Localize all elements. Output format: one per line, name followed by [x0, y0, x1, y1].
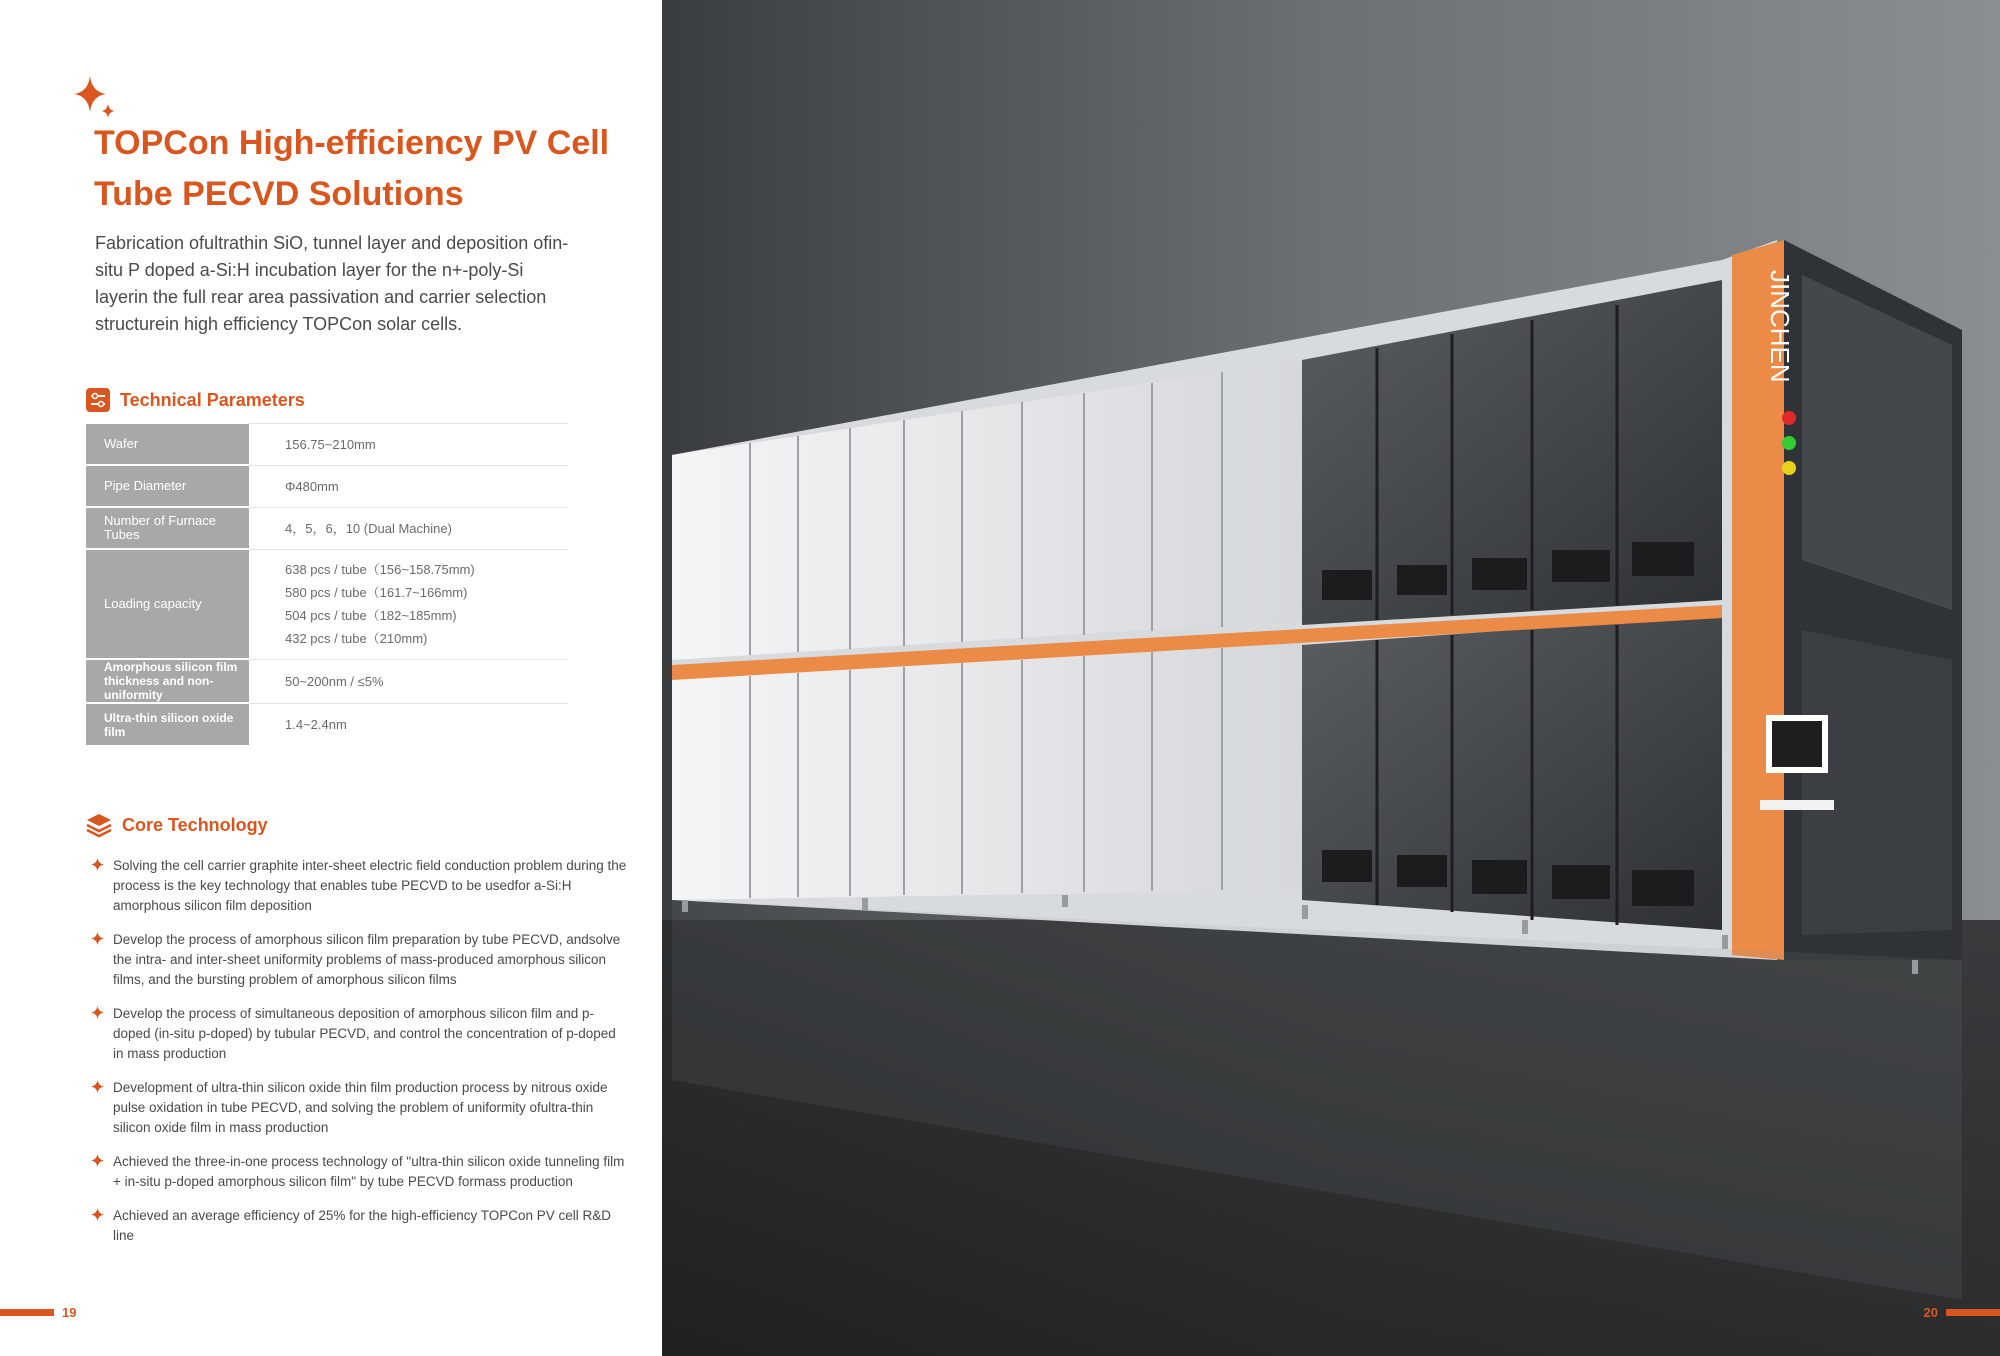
param-value: 156.75~210mm — [249, 423, 568, 465]
table-row — [86, 549, 568, 659]
page-number: 19 — [62, 1305, 77, 1320]
sparkle-bullet-icon — [91, 1154, 104, 1167]
tech-params-table — [86, 422, 568, 745]
tech-params-heading — [86, 388, 305, 412]
product-photo-panel — [662, 0, 2000, 1356]
param-key: Pipe Diameter — [86, 465, 249, 507]
sparkle-bullet-icon — [91, 858, 104, 871]
param-value: 50~200nm / ≤5% — [249, 659, 568, 703]
list-item: Achieved an average efficiency of 25% for the high-efficiency TOPCon PV cell R&D line — [88, 1206, 628, 1246]
list-item: Achieved the three-in-one process technology of "ultra-thin silicon oxide tunneling film + in-situ p-doped amorphous silicon film" by tube PECVD formass production — [88, 1152, 628, 1192]
param-value: Φ480mm — [249, 465, 568, 507]
layers-icon — [86, 812, 112, 838]
sparkle-bullet-icon — [91, 1006, 104, 1019]
page-marker-bar — [1946, 1309, 2000, 1316]
sparkle-bullet-icon — [91, 1208, 104, 1221]
table-row — [86, 423, 568, 465]
page-number-right — [1924, 1305, 2000, 1320]
param-key: Wafer — [86, 423, 249, 465]
sparkle-icon — [72, 74, 116, 120]
param-value: 4，5，6，10 (Dual Machine) — [249, 507, 568, 549]
table-row — [86, 703, 568, 745]
param-key: Amorphous silicon film thickness and non-uniformity — [86, 659, 249, 703]
param-value: 1.4~2.4nm — [249, 703, 568, 745]
param-key: Loading capacity — [86, 549, 249, 659]
core-tech-list — [88, 856, 628, 1260]
table-row — [86, 465, 568, 507]
page-title: TOPCon High-efficiency PV Cell Tube PECVD Solutions — [94, 124, 610, 213]
list-item: Develop the process of simultaneous deposition of amorphous silicon film and p-doped (in-situ p-doped) by tubular PECVD, and control the concentration of p-doped in mass production — [88, 1004, 628, 1064]
page-marker-bar — [0, 1309, 54, 1316]
page-number: 20 — [1923, 1305, 1938, 1320]
page-number-left — [0, 1305, 76, 1320]
list-item: Develop the process of amorphous silicon film preparation by tube PECVD, andsolve the intra- and inter-sheet uniformity problems of mass-produced amorphous silicon films, and the bursting problem of amorphous silicon films — [88, 930, 628, 990]
table-row — [86, 659, 568, 703]
tech-params-label: Technical Parameters — [120, 389, 305, 410]
param-value: 638 pcs / tube（156~158.75mm) 580 pcs / tube（161.7~166mm) 504 pcs / tube（182~185mm) 432 pcs / tube（210mm) — [249, 549, 568, 659]
sliders-icon — [86, 388, 110, 412]
list-item: Solving the cell carrier graphite inter-sheet electric field conduction problem during the process is the key technology that enables tube PECVD to be usedfor a-Si:H amorphous silicon film deposition — [88, 856, 628, 916]
left-page — [0, 0, 662, 1356]
brand-logo: JINCHEN — [1765, 270, 1795, 383]
table-row — [86, 507, 568, 549]
pecvd-machine-illustration — [662, 0, 2000, 1356]
param-key: Ultra-thin silicon oxide film — [86, 703, 249, 745]
sparkle-bullet-icon — [91, 932, 104, 945]
core-tech-label: Core Technology — [122, 814, 268, 835]
list-item: Development of ultra-thin silicon oxide thin film production process by nitrous oxide pulse oxidation in tube PECVD, and solving the problem of uniformity ofultra-thin silicon oxide film in mass production — [88, 1078, 628, 1138]
param-key: Number of Furnace Tubes — [86, 507, 249, 549]
intro-paragraph: Fabrication ofultrathin SiO, tunnel layer and deposition ofin-situ P doped a-Si:H incubation layer for the n+-poly-Si layerin the full rear area passivation and carrier selection structurein high efficiency TOPCon solar cells. — [95, 233, 569, 334]
sparkle-bullet-icon — [91, 1080, 104, 1093]
core-tech-heading — [86, 812, 268, 838]
